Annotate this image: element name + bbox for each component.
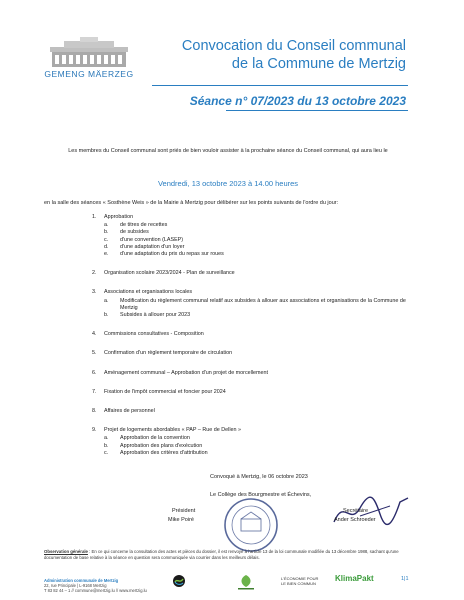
municipal-seal-icon: [223, 497, 279, 553]
general-observation: [44, 549, 416, 560]
subitem-text: Approbation de la convention: [120, 435, 190, 442]
seance-divider: [226, 110, 408, 111]
subitem-letter: c.: [104, 449, 109, 456]
pacte-nature-logo-icon: [236, 574, 256, 590]
seance-number: Séance n° 07/2023 du 13 octobre 2023: [189, 94, 406, 108]
admin-title: Administration communale de Mertzig: [44, 578, 119, 583]
agenda-item: [92, 408, 412, 415]
agenda-number: 1.: [92, 214, 97, 220]
subitem-text: de subsides: [120, 229, 149, 236]
subitem-text: Modification du règlement communal relatif aux subsides à allouer aux associations et organisations de la Commune de Mertzig: [120, 297, 406, 311]
agenda-item: [92, 427, 412, 434]
subitem-letter: a.: [104, 222, 109, 229]
college-line: Le Collège des Bourgmestre et Échevins,: [210, 492, 312, 498]
agenda-item: [92, 389, 412, 396]
subitem-letter: a.: [104, 435, 109, 442]
subitem-text: d'une adaptation du prix du repas sur roues: [120, 251, 224, 258]
agenda-label: Projet de logements abordables « PAP – Rue de Dellen »: [104, 427, 242, 434]
subitem-letter: e.: [104, 251, 109, 258]
agenda-number: 4.: [92, 331, 97, 338]
subitem-letter: b.: [104, 442, 109, 449]
subitem-letter: d.: [104, 243, 109, 250]
agenda-label: Confirmation d'un règlement temporaire de circulation: [104, 350, 233, 357]
economie-bien-commun-logo: L'ÉCONOMIE POUR LE BIEN COMMUN: [281, 576, 319, 586]
title-line-1: Convocation du Conseil communal: [181, 38, 406, 54]
president-label: Président: [172, 508, 196, 514]
agenda-subitem: [92, 435, 412, 442]
agenda-label: Affaires de personnel: [104, 408, 155, 415]
title-line-2: de la Commune de Mertzig: [231, 56, 406, 72]
agenda-item: [92, 270, 412, 277]
agenda-number: 8.: [92, 408, 97, 415]
document-title: [150, 37, 406, 73]
agenda-label: Associations et organisations locales: [104, 289, 193, 296]
agenda-subitem: [92, 251, 412, 258]
subitem-text: Approbation des plans d'exécution: [120, 442, 203, 449]
agenda-label: Approbation: [104, 214, 134, 220]
agenda-label: Aménagement communal – Approbation d'un projet de morcellement: [104, 369, 269, 376]
agenda-subitem: [92, 450, 412, 457]
agenda-subitem: [92, 298, 412, 312]
subitem-letter: b.: [104, 229, 109, 236]
klimapakt-logo: KlimaPakt: [335, 574, 374, 583]
observation-text: : En ce qui concerne la consultation des actes et pièces du dossier, il est renvoyé à l'article 13 de la loi communale modifiée du 13 décembre 1988, sachant qu'une documentation de base relative à la séance en question sera communiquée via courrier dans les meilleurs délais.: [44, 549, 399, 560]
subitem-letter: a.: [104, 297, 109, 304]
agenda-label: Organisation scolaire 2023/2024 - Plan de surveillance: [104, 270, 235, 277]
subitem-text: Approbation des critères d'attribution: [120, 449, 208, 456]
subitem-letter: c.: [104, 236, 109, 243]
agenda-item: [92, 214, 412, 221]
subitem-text: d'une convention (LASEP): [120, 236, 184, 243]
subitem-text: de titres de recettes: [120, 222, 168, 229]
agenda-subitem: [92, 229, 412, 236]
secretary-name: Ander Schroeder: [334, 517, 376, 523]
logo-name: GEMENG MÄERZEG: [44, 69, 134, 79]
convocation-date: Convoqué à Mertzig, le 06 octobre 2023: [210, 474, 308, 480]
agenda-item: [92, 331, 412, 338]
agenda-list: [92, 214, 412, 457]
agenda-number: 7.: [92, 388, 97, 395]
agenda-number: 6.: [92, 369, 97, 376]
agenda-subitem: [92, 237, 412, 244]
agenda-label: Fixation de l'impôt commercial et foncier pour 2024: [104, 388, 226, 395]
agenda-item: [92, 350, 412, 357]
secretary-label: Secrétaire: [343, 508, 369, 514]
agenda-subitem: [92, 312, 412, 319]
agenda-number: 9.: [92, 427, 97, 434]
meeting-date: Vendredi, 13 octobre 2023 à 14.00 heures: [157, 179, 299, 188]
fairtrade-logo-icon: [172, 574, 186, 590]
admin-address: 22, rue Principale | L-9168 Mertzig: [44, 583, 107, 589]
observation-heading: Observation générale: [44, 549, 88, 554]
agenda-label: Commissions consultatives - Composition: [104, 331, 204, 338]
venue-text: en la salle des séances « Sosthène Weis » de la Mairie à Mertzig pour délibérer sur les points suivants de l'ordre du jour:: [44, 200, 339, 206]
page-number: 1|1: [401, 576, 409, 582]
agenda-subitem: [92, 222, 412, 229]
intro-text: Les membres du Conseil communal sont priés de bien vouloir assister à la prochaine séance du Conseil communal, qui aura lieu le: [68, 148, 388, 154]
agenda-subitem: [92, 244, 412, 251]
subitem-letter: b.: [104, 312, 109, 319]
agenda-subitem: [92, 443, 412, 450]
agenda-number: 2.: [92, 270, 97, 277]
agenda-item: [92, 289, 412, 296]
subitem-text: d'une adaptation d'un loyer: [120, 243, 185, 250]
agenda-item: [92, 370, 412, 377]
agenda-number: 5.: [92, 350, 97, 357]
admin-address-block: [44, 578, 147, 594]
admin-contact: T 83 82 44 – 1 // commune@mertzig.lu // www.mertzig.lu: [44, 588, 147, 594]
title-divider: [152, 85, 408, 86]
agenda-number: 3.: [92, 289, 97, 296]
president-name: Mike Poiré: [168, 517, 194, 523]
subitem-text: Subsides à allouer pour 2023: [120, 312, 191, 319]
